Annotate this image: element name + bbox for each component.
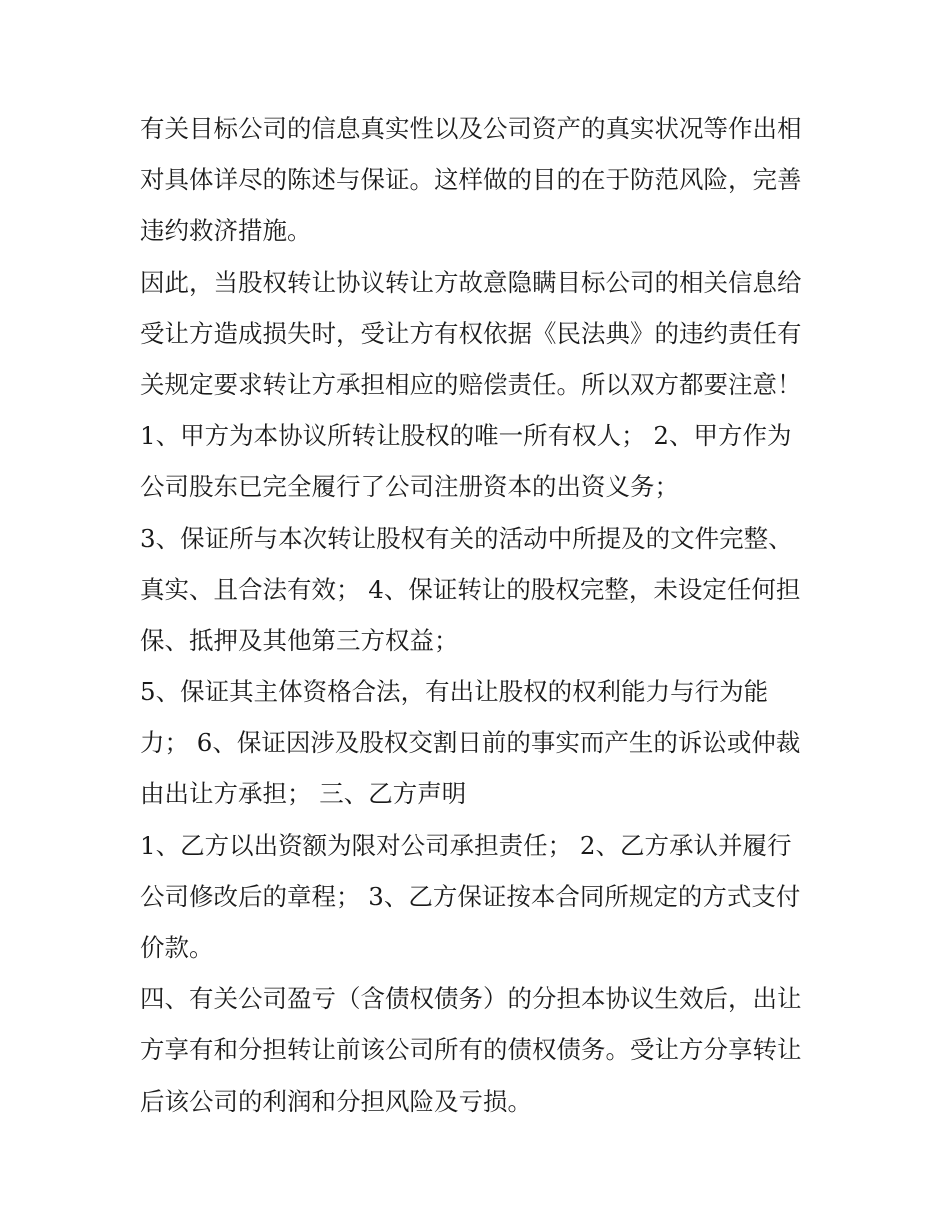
text-line: 1、乙方以出资额为限对公司承担责任； 2、乙方承认并履行 bbox=[140, 830, 792, 860]
text-line: 价款。 bbox=[140, 933, 214, 962]
text-line: 由出让方承担； 三、乙方声明 bbox=[140, 779, 467, 809]
text-line: 违约救济措施。 bbox=[140, 216, 312, 246]
text-line: 3、保证所与本次转让股权有关的活动中所提及的文件完整、 bbox=[140, 523, 793, 553]
text-line: 关规定要求转让方承担相应的赔偿责任。所以双方都要注意！ bbox=[140, 369, 802, 399]
text-line: 方享有和分担转让前该公司所有的债权债务。受让方分享转让 bbox=[140, 1035, 802, 1065]
document-body bbox=[140, 103, 820, 1127]
text-line: 真实、且合法有效； 4、保证转让的股权完整，未设定任何担 bbox=[140, 574, 801, 604]
text-line: 保、抵押及其他第三方权益； bbox=[140, 625, 459, 655]
text-line: 对具体详尽的陈述与保证。这样做的目的在于防范风险，完善 bbox=[140, 165, 802, 195]
text-line: 力； 6、保证因涉及股权交割日前的事实而产生的诉讼或仲裁 bbox=[140, 728, 801, 758]
text-line: 1、甲方为本协议所转让股权的唯一所有权人； 2、甲方作为 bbox=[140, 421, 792, 451]
text-line: 因此，当股权转让协议转让方故意隐瞒目标公司的相关信息给 bbox=[140, 267, 802, 297]
text-line: 公司股东已完全履行了公司注册资本的出资义务； bbox=[140, 472, 679, 502]
text-line: 受让方造成损失时，受让方有权依据《民法典》的违约责任有 bbox=[140, 318, 802, 348]
text-line: 公司修改后的章程； 3、乙方保证按本合同所规定的方式支付 bbox=[140, 881, 801, 911]
text-line: 5、保证其主体资格合法，有出让股权的权利能力与行为能 bbox=[140, 677, 769, 707]
text-line: 有关目标公司的信息真实性以及公司资产的真实状况等作出相 bbox=[140, 114, 802, 143]
text-line: 四、有关公司盈亏（含债权债务）的分担本协议生效后，出让 bbox=[140, 984, 802, 1014]
text-line: 后该公司的利润和分担风险及亏损。 bbox=[140, 1086, 532, 1116]
